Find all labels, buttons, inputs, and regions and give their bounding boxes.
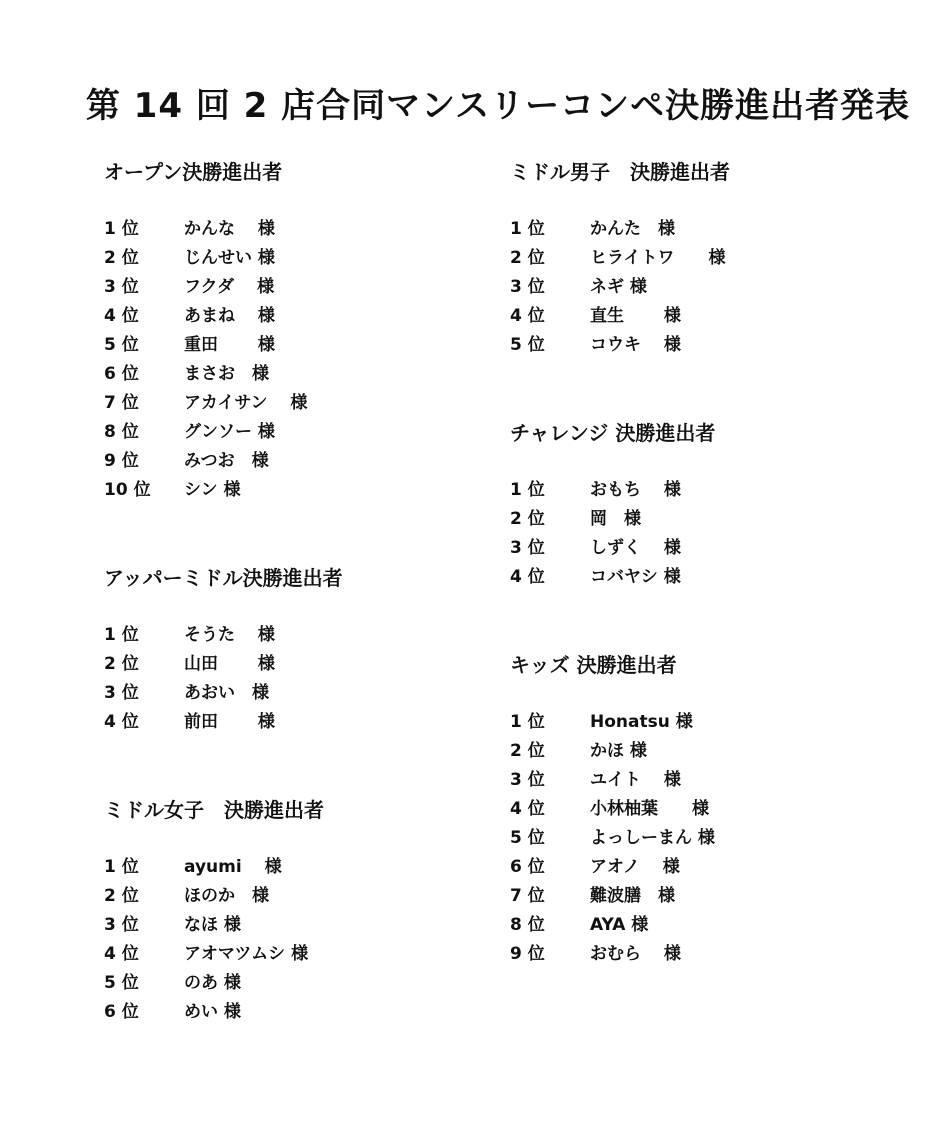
list-item [104,273,524,302]
entry-list [510,476,930,592]
participant-name: ヒライトワ 様 [590,248,726,268]
rank-label: 2 位 [510,741,545,761]
rank-label: 6 位 [104,1002,139,1022]
rank-label: 2 位 [104,654,139,674]
rank-label: 2 位 [104,248,139,268]
list-item [104,418,524,447]
participant-name: コバヤシ 様 [590,567,681,587]
list-item [510,940,930,969]
rank-label: 1 位 [510,219,545,239]
rank-label: 9 位 [104,451,139,471]
section-heading: ミドル男子 決勝進出者 [510,160,730,184]
rank-label: 4 位 [104,944,139,964]
rank-label: 1 位 [104,625,139,645]
participant-name: フクダ 様 [184,277,275,297]
rank-label: 3 位 [104,683,139,703]
list-item [104,911,524,940]
participant-name: 小林柚葉 様 [590,799,709,819]
list-item [104,621,524,650]
entry-list [104,853,524,1027]
participant-name: のあ 様 [184,973,241,993]
list-item [510,244,930,273]
list-item [510,795,930,824]
participant-name: みつお 様 [184,451,269,471]
list-item [510,853,930,882]
participant-name: シン 様 [184,480,241,500]
participant-name: ユイト 様 [590,770,681,790]
list-item [104,853,524,882]
rank-label: 6 位 [510,857,545,877]
list-item [510,737,930,766]
rank-label: 5 位 [104,973,139,993]
list-item [510,534,930,563]
section-heading: キッズ 決勝進出者 [510,653,677,677]
list-item [104,679,524,708]
list-item [104,940,524,969]
list-item [510,824,930,853]
rank-label: 4 位 [510,306,545,326]
section-upper-middle [104,563,524,737]
participant-name: 直生 様 [590,306,681,326]
section-open [104,157,524,505]
rank-label: 9 位 [510,944,545,964]
list-item [104,215,524,244]
rank-label: 1 位 [104,219,139,239]
rank-label: 3 位 [104,915,139,935]
rank-label: 2 位 [510,509,545,529]
rank-label: 4 位 [510,799,545,819]
rank-label: 8 位 [510,915,545,935]
list-item [104,389,524,418]
section-middle-men [510,157,930,360]
list-item [510,882,930,911]
participant-name: 岡 様 [590,509,641,529]
rank-label: 5 位 [510,335,545,355]
rank-label: 1 位 [104,857,139,877]
list-item [510,476,930,505]
list-item [510,708,930,737]
list-item [510,505,930,534]
section-challenge [510,418,930,592]
participant-name: 前田 様 [184,712,275,732]
entry-list [510,215,930,360]
rank-label: 3 位 [510,277,545,297]
participant-name: かほ 様 [590,741,647,761]
list-item [104,447,524,476]
rank-label: 7 位 [510,886,545,906]
participant-name: アオマツムシ 様 [184,944,309,964]
rank-label: 5 位 [510,828,545,848]
participant-name: コウキ 様 [590,335,681,355]
participant-name: グンソー 様 [184,422,275,442]
participant-name: よっしーまん 様 [590,828,715,848]
participant-name: 重田 様 [184,335,275,355]
rank-label: 2 位 [510,248,545,268]
rank-label: 4 位 [104,306,139,326]
participant-name: ほのか 様 [184,886,269,906]
entry-list [104,215,524,505]
participant-name: しずく 様 [590,538,681,558]
participant-name: 山田 様 [184,654,275,674]
list-item [510,331,930,360]
rank-label: 3 位 [510,538,545,558]
participant-name: Honatsu 様 [590,712,693,732]
rank-label: 8 位 [104,422,139,442]
section-middle-women [104,795,524,1027]
list-item [104,969,524,998]
list-item [510,563,930,592]
participant-name: そうた 様 [184,625,275,645]
participant-name: おむら 様 [590,944,681,964]
participant-name: アオノ 様 [590,857,680,877]
rank-label: 2 位 [104,886,139,906]
list-item [510,273,930,302]
participant-name: かんな 様 [184,219,275,239]
rank-label: 3 位 [510,770,545,790]
list-item [104,360,524,389]
rank-label: 4 位 [104,712,139,732]
participant-name: あおい 様 [184,683,269,703]
participant-name: じんせい 様 [184,248,275,268]
rank-label: 4 位 [510,567,545,587]
participant-name: AYA 様 [590,915,649,935]
list-item [510,766,930,795]
participant-name: あまね 様 [184,306,275,326]
rank-label: 6 位 [104,364,139,384]
section-heading: ミドル女子 決勝進出者 [104,798,324,822]
rank-label: 3 位 [104,277,139,297]
rank-label: 1 位 [510,480,545,500]
participant-name: まさお 様 [184,364,269,384]
list-item [510,911,930,940]
list-item [104,650,524,679]
participant-name: ネギ 様 [590,277,647,297]
rank-label: 5 位 [104,335,139,355]
page-title: 第 14 回 2 店合同マンスリーコンペ決勝進出者発表 [85,86,911,126]
list-item [104,302,524,331]
list-item [104,998,524,1027]
participant-name: 難波膳 様 [590,886,675,906]
list-item [104,708,524,737]
entry-list [104,621,524,737]
participant-name: なほ 様 [184,915,241,935]
list-item [104,476,524,505]
list-item [104,331,524,360]
rank-label: 7 位 [104,393,139,413]
participant-name: めい 様 [184,1002,241,1022]
section-heading: アッパーミドル決勝進出者 [104,566,343,590]
section-heading: チャレンジ 決勝進出者 [510,421,716,445]
participant-name: かんた 様 [590,219,675,239]
participant-name: ayumi 様 [184,857,282,877]
participant-name: アカイサン 様 [184,393,308,413]
participant-name: おもち 様 [590,480,681,500]
entry-list [510,708,930,969]
section-kids [510,650,930,969]
list-item [104,882,524,911]
list-item [510,215,930,244]
section-heading: オープン決勝進出者 [104,160,283,184]
list-item [510,302,930,331]
rank-label: 10 位 [104,480,151,500]
list-item [104,244,524,273]
rank-label: 1 位 [510,712,545,732]
